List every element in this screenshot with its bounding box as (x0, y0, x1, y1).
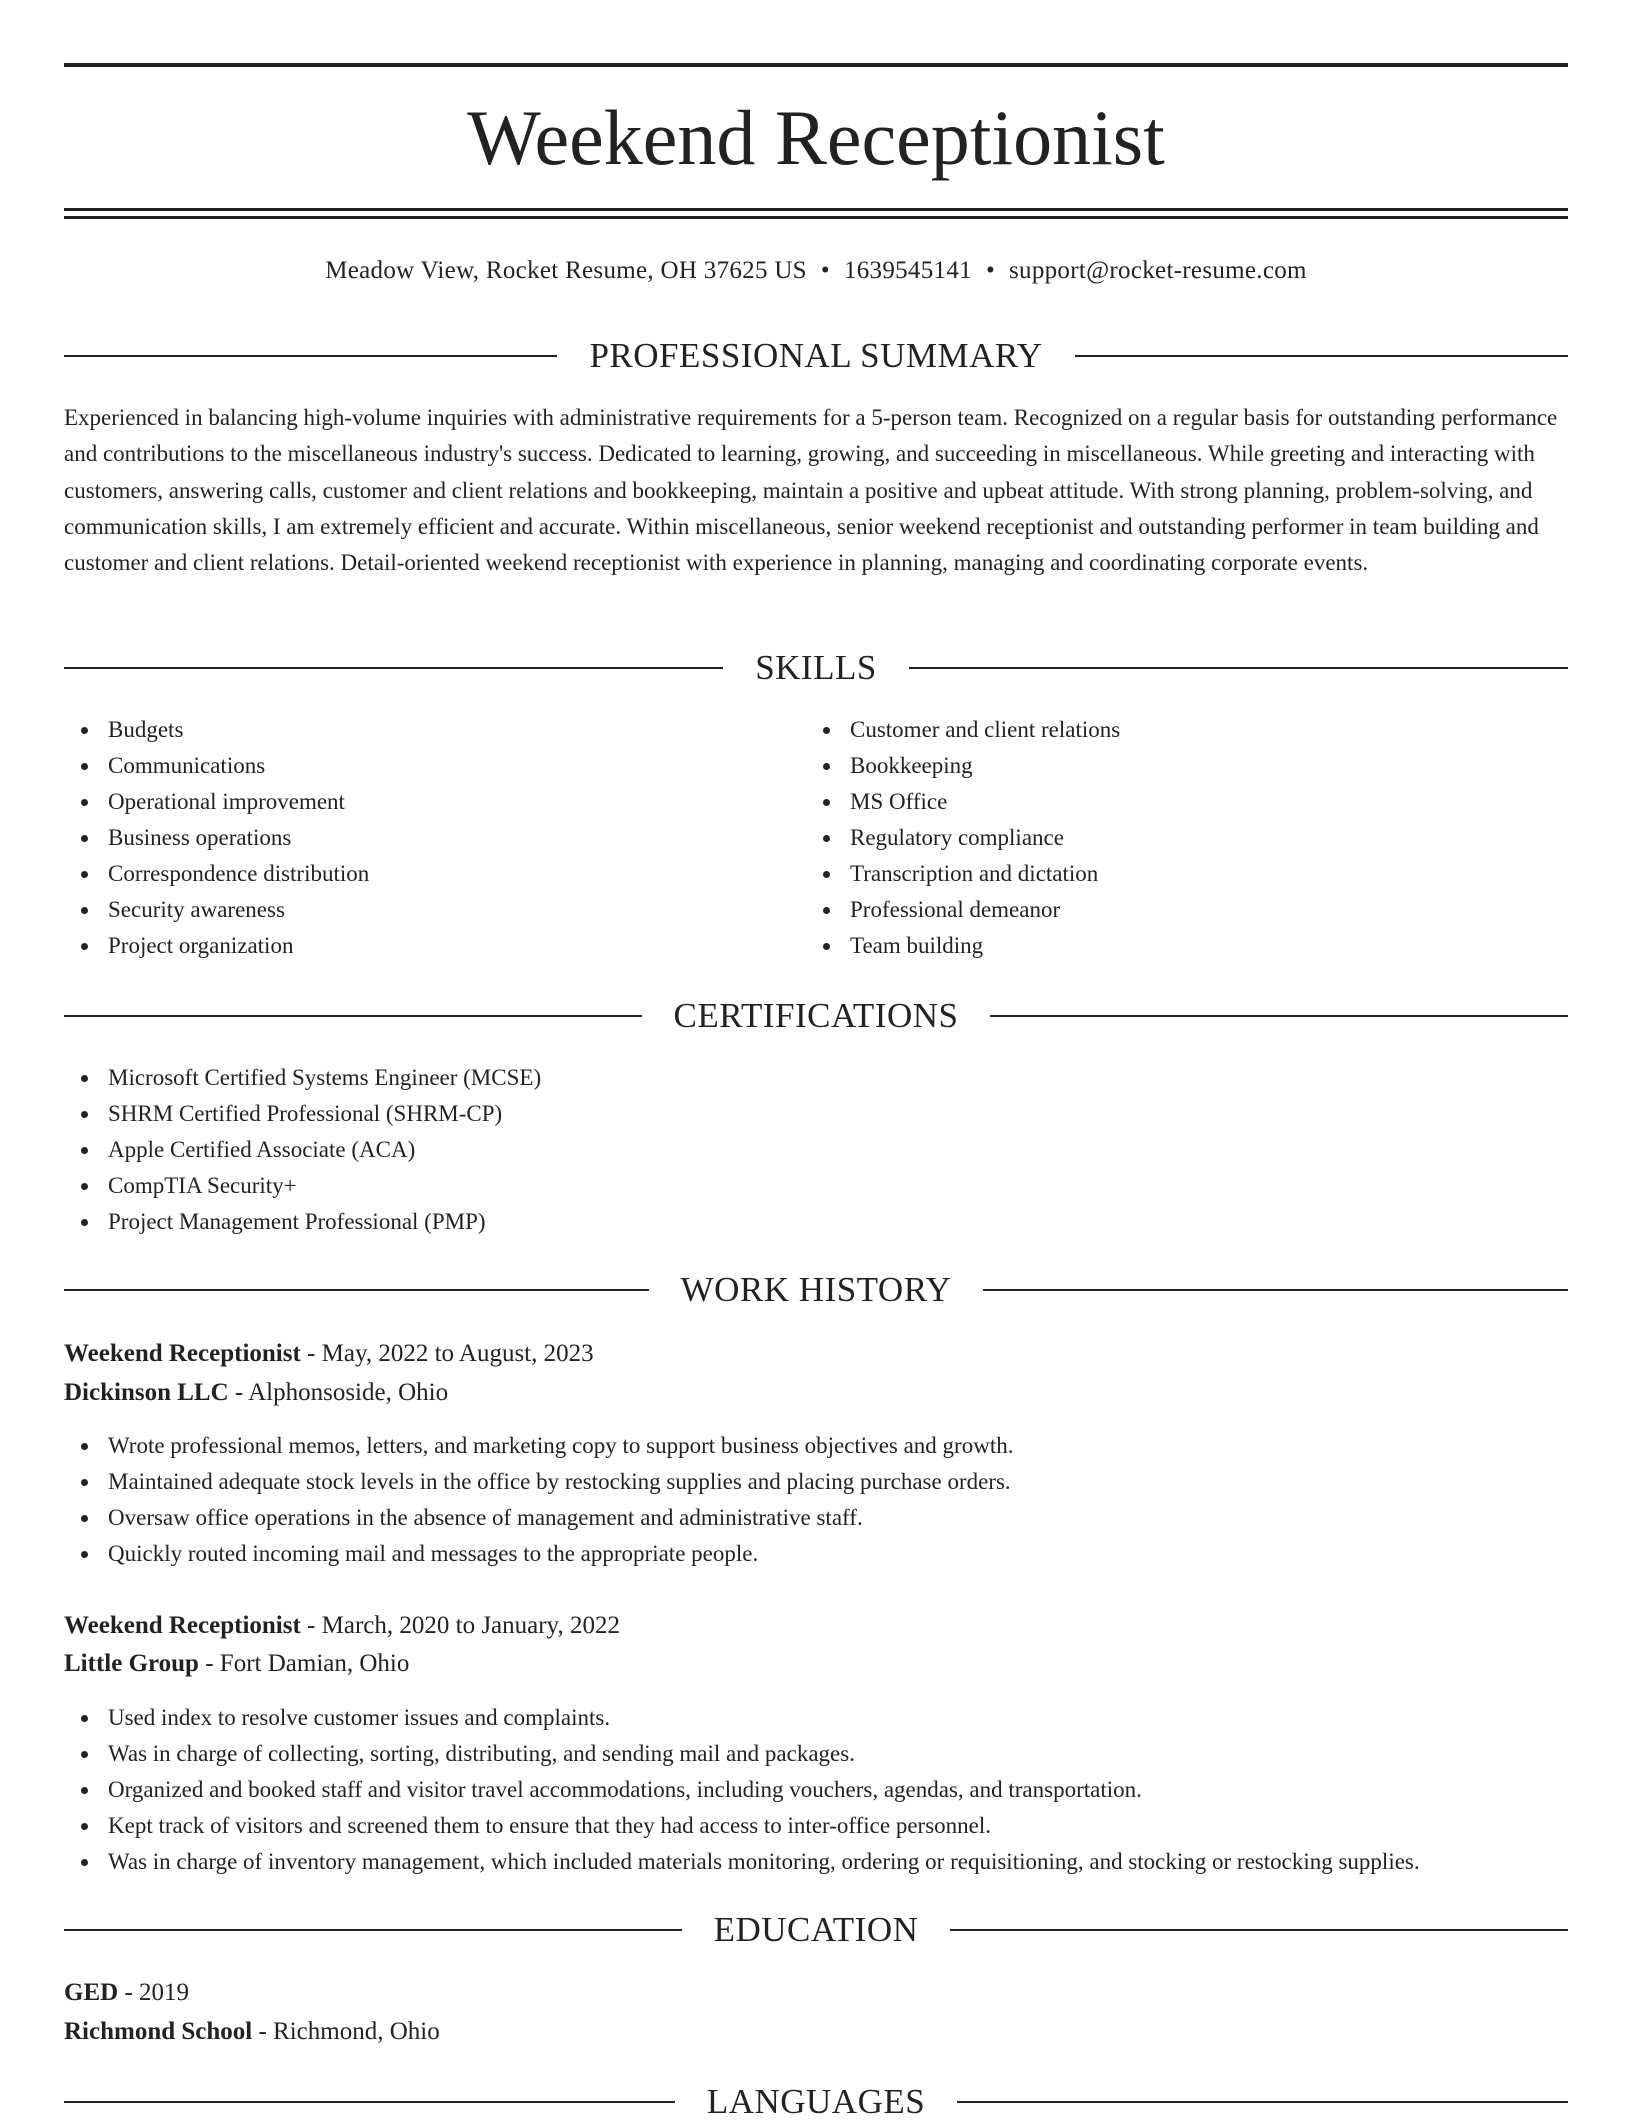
contact-line (64, 255, 1568, 287)
heading-rule (957, 2101, 1568, 2103)
job-duty-item: Maintained adequate stock levels in the office by restocking supplies and placing purchase orders. (64, 1464, 1568, 1500)
resume-title: Weekend Receptionist (467, 94, 1165, 181)
certifications-list (64, 1060, 1568, 1240)
contact-email[interactable]: support@rocket-resume.com (1009, 257, 1307, 284)
contact-separator: • (820, 257, 830, 284)
skill-item: Project organization (64, 928, 804, 964)
job-duty-item: Was in charge of collecting, sorting, distributing, and sending mail and packages. (64, 1736, 1568, 1772)
skills-list-right (806, 712, 1546, 964)
job-duties-list (64, 1700, 1568, 1880)
job-duty-item: Kept track of visitors and screened them to ensure that they had access to inter-office personnel. (64, 1808, 1568, 1844)
contact-address: Meadow View, Rocket Resume, OH 37625 US (325, 257, 807, 284)
job-company: Little Group (64, 1650, 199, 1677)
job-title-line (64, 1610, 620, 1642)
certification-item: Microsoft Certified Systems Engineer (MCSE) (64, 1060, 1568, 1096)
certification-item: Project Management Professional (PMP) (64, 1204, 1568, 1240)
education-heading-label: EDUCATION (713, 1910, 919, 1949)
summary-heading-label: PROFESSIONAL SUMMARY (589, 336, 1043, 375)
education-degree: GED (64, 1979, 119, 2006)
certifications-heading-label: CERTIFICATIONS (673, 996, 959, 1035)
education-degree-line (64, 1977, 189, 2009)
skills-heading-label: SKILLS (755, 648, 877, 687)
job-company: Dickinson LLC (64, 1379, 229, 1406)
heading-rule (64, 1015, 642, 1017)
title-underline-rule (64, 208, 1568, 211)
skill-item: Customer and client relations (806, 712, 1546, 748)
job-duty-item: Wrote professional memos, letters, and marketing copy to support business objectives and growth. (64, 1428, 1568, 1464)
job-duty-item: Organized and booked staff and visitor travel accommodations, including vouchers, agendas, and transportation. (64, 1772, 1568, 1808)
languages-heading-label: LANGUAGES (706, 2082, 926, 2121)
skills-list-left (64, 712, 804, 964)
skill-item: Professional demeanor (806, 892, 1546, 928)
heading-rule (64, 355, 557, 357)
certification-item: SHRM Certified Professional (SHRM-CP) (64, 1096, 1568, 1132)
job-location: - Fort Damian, Ohio (198, 1650, 410, 1677)
job-duty-item: Used index to resolve customer issues and complaints. (64, 1700, 1568, 1736)
summary-text: Experienced in balancing high-volume inquiries with administrative requirements for a 5-person team. Recognized on a regular basis for outstanding performance and contributions to the miscellaneous industry's success. Dedicated to learning, growing, and succeeding in miscellaneous. While greeting and interacting with customers, answering calls, customer and client relations and bookkeeping, maintain a positive and upbeat attitude. With strong planning, problem-solving, and communication skills, I am extremely efficient and accurate. Within miscellaneous, senior weekend receptionist and outstanding performer in team building and customer and client relations. Detail-oriented weekend receptionist with experience in planning, managing and coordinating corporate events. (64, 405, 1558, 576)
heading-rule (909, 667, 1568, 669)
education-year: - 2019 (118, 1979, 190, 2006)
education-location: - Richmond, Ohio (252, 2018, 440, 2045)
skill-item: Team building (806, 928, 1546, 964)
job-title: Weekend Receptionist (64, 1340, 301, 1367)
heading-rule (64, 1289, 649, 1291)
heading-rule (950, 1929, 1568, 1931)
heading-rule (983, 1289, 1568, 1291)
skill-item: Operational improvement (64, 784, 804, 820)
certification-item: Apple Certified Associate (ACA) (64, 1132, 1568, 1168)
education-school-line (64, 2016, 440, 2048)
skill-item: Communications (64, 748, 804, 784)
contact-separator: • (985, 257, 995, 284)
job-duties-list (64, 1428, 1568, 1572)
skill-item: Business operations (64, 820, 804, 856)
job-dates: - March, 2020 to January, 2022 (300, 1612, 620, 1639)
skill-item: Correspondence distribution (64, 856, 804, 892)
skill-item: MS Office (806, 784, 1546, 820)
job-company-line (64, 1648, 409, 1680)
heading-rule (64, 2101, 675, 2103)
skill-item: Bookkeeping (806, 748, 1546, 784)
languages-heading (64, 2080, 1568, 2124)
job-duty-item: Oversaw office operations in the absence of management and administrative staff. (64, 1500, 1568, 1536)
heading-rule (64, 667, 723, 669)
title-underline-rule-second (64, 216, 1568, 219)
job-dates: - May, 2022 to August, 2023 (300, 1340, 594, 1367)
contact-phone: 1639545141 (843, 257, 972, 284)
heading-rule (1075, 355, 1568, 357)
skill-item: Security awareness (64, 892, 804, 928)
skills-heading (64, 646, 1568, 690)
education-heading (64, 1908, 1568, 1952)
job-duty-item: Was in charge of inventory management, which included materials monitoring, ordering or requisitioning, and stocking or restocking supplies. (64, 1844, 1568, 1880)
job-location: - Alphonsoside, Ohio (228, 1379, 449, 1406)
work-history-heading (64, 1268, 1568, 1312)
heading-rule (64, 1929, 682, 1931)
summary-heading (64, 334, 1568, 378)
job-title-line (64, 1338, 594, 1370)
job-company-line (64, 1377, 448, 1409)
education-school: Richmond School (64, 2018, 253, 2045)
certifications-heading (64, 994, 1568, 1038)
work-history-heading-label: WORK HISTORY (680, 1270, 952, 1309)
top-rule (64, 63, 1568, 67)
skill-item: Budgets (64, 712, 804, 748)
job-duty-item: Quickly routed incoming mail and messages to the appropriate people. (64, 1536, 1568, 1572)
certification-item: CompTIA Security+ (64, 1168, 1568, 1204)
job-title: Weekend Receptionist (64, 1612, 301, 1639)
skill-item: Regulatory compliance (806, 820, 1546, 856)
heading-rule (990, 1015, 1568, 1017)
skill-item: Transcription and dictation (806, 856, 1546, 892)
